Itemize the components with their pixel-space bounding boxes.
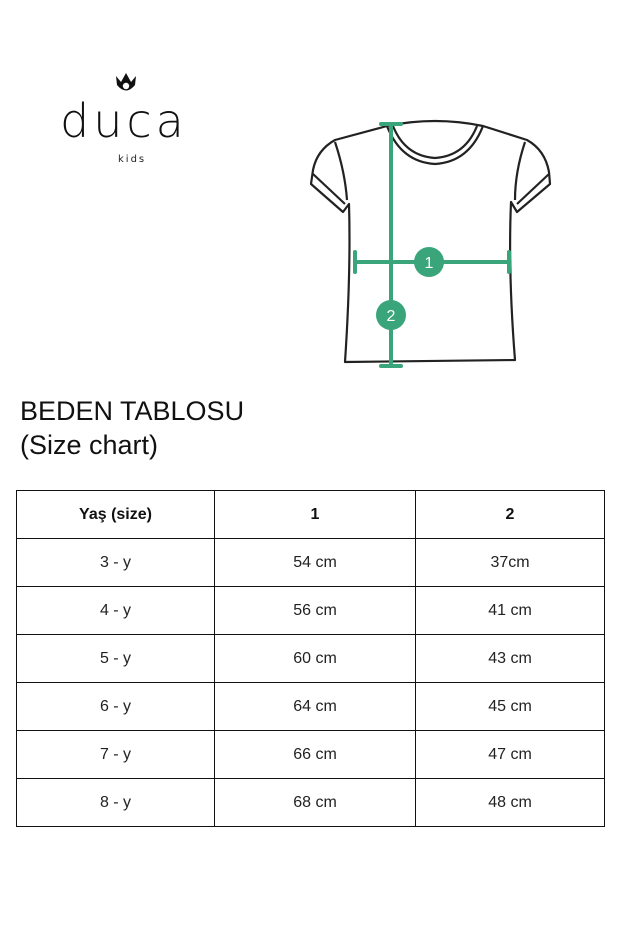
title-line-2: (Size chart) [20, 430, 159, 460]
header-chest: 1 [215, 491, 416, 539]
cell-size: 8 - y [17, 779, 215, 827]
table-row [17, 683, 605, 731]
cell-size: 6 - y [17, 683, 215, 731]
cell-chest: 56 cm [215, 587, 416, 635]
cell-length: 45 cm [416, 683, 605, 731]
table-row [17, 779, 605, 827]
svg-text:2: 2 [386, 308, 396, 325]
cell-chest: 66 cm [215, 731, 416, 779]
cell-size: 5 - y [17, 635, 215, 683]
cell-length: 37cm [416, 539, 605, 587]
cell-chest: 64 cm [215, 683, 416, 731]
cell-size: 3 - y [17, 539, 215, 587]
cell-length: 47 cm [416, 731, 605, 779]
title-line-1: BEDEN TABLOSU [20, 396, 245, 426]
brand-name: duca [60, 94, 188, 148]
marker-1 [414, 247, 444, 277]
cell-length: 43 cm [416, 635, 605, 683]
cell-chest: 54 cm [215, 539, 416, 587]
cell-chest: 68 cm [215, 779, 416, 827]
cell-size: 4 - y [17, 587, 215, 635]
table-header-row [17, 491, 605, 539]
tshirt-measurement-diagram [305, 112, 565, 380]
table-row [17, 587, 605, 635]
table-row [17, 539, 605, 587]
table-row [17, 731, 605, 779]
marker-2 [376, 300, 406, 330]
table-row [17, 635, 605, 683]
cell-length: 41 cm [416, 587, 605, 635]
cell-chest: 60 cm [215, 635, 416, 683]
tshirt-outline [311, 121, 550, 362]
size-table [16, 490, 605, 827]
cell-length: 48 cm [416, 779, 605, 827]
header-size: Yaş (size) [17, 491, 215, 539]
brand-logo [58, 70, 198, 175]
cell-size: 7 - y [17, 731, 215, 779]
measure-lines [355, 124, 509, 366]
header-length: 2 [416, 491, 605, 539]
svg-text:1: 1 [424, 255, 434, 272]
page-title [20, 394, 244, 462]
brand-tagline: kids [118, 154, 147, 165]
tulip-icon [113, 70, 139, 96]
